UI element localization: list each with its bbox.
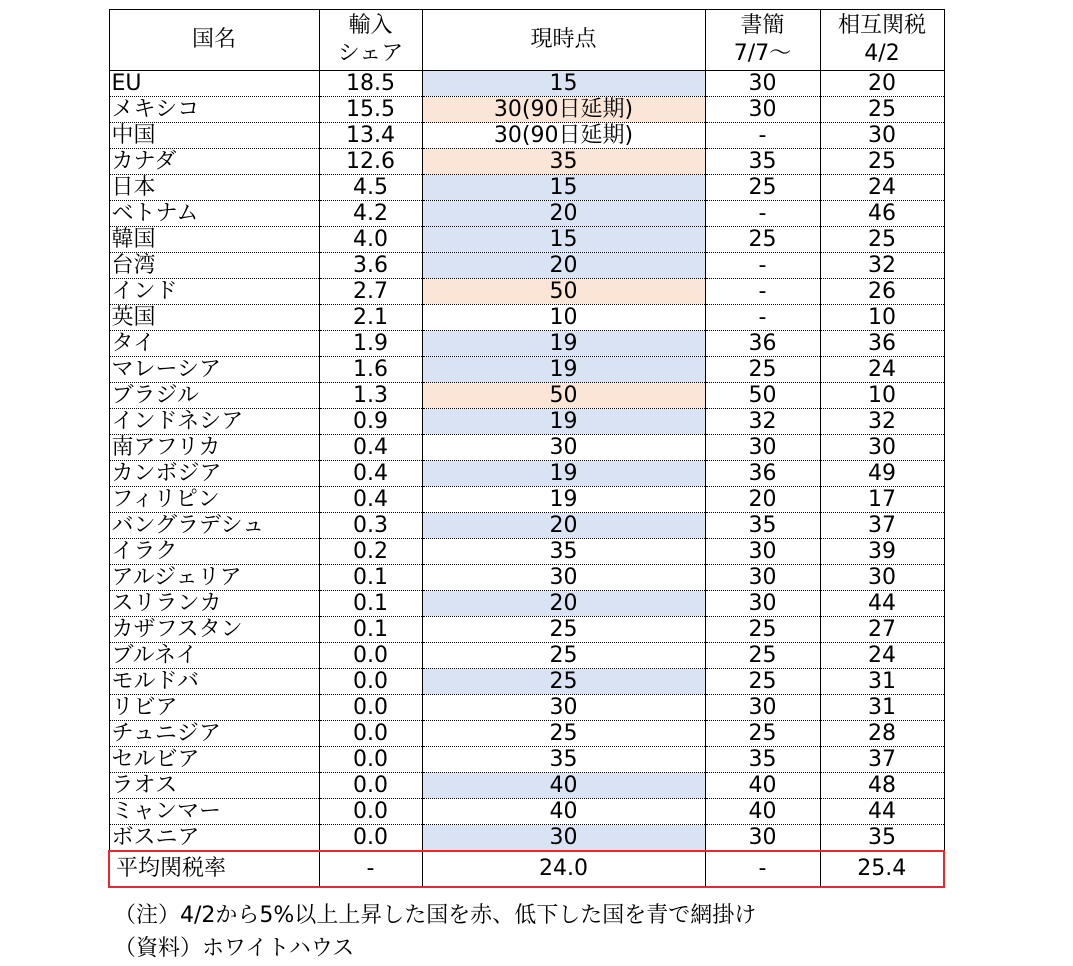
table-row	[109, 643, 944, 669]
cell-country: インド	[109, 279, 319, 305]
header-letter-rate: 書簡 7/7～	[705, 10, 820, 71]
cell-import-share: 0.9	[319, 409, 422, 435]
cell-country: ブルネイ	[109, 643, 319, 669]
cell-current-rate: 25	[422, 669, 705, 695]
cell-country: セルビア	[109, 747, 319, 773]
cell-import-share: 4.2	[319, 201, 422, 227]
cell-import-share: 12.6	[319, 149, 422, 175]
cell-country: ボスニア	[109, 825, 319, 852]
table-row	[109, 175, 944, 201]
table-row	[109, 435, 944, 461]
cell-reciprocal-rate: 26	[820, 279, 944, 305]
table-row	[109, 461, 944, 487]
table-row	[109, 279, 944, 305]
table-row	[109, 747, 944, 773]
cell-import-share: 0.2	[319, 539, 422, 565]
cell-current-rate: 35	[422, 149, 705, 175]
cell-country: 日本	[109, 175, 319, 201]
cell-current-rate: 20	[422, 253, 705, 279]
table-row	[109, 253, 944, 279]
cell-reciprocal-rate: 31	[820, 669, 944, 695]
table-row	[109, 71, 944, 97]
average-letter: -	[705, 851, 820, 887]
cell-reciprocal-rate: 10	[820, 383, 944, 409]
cell-current-rate: 20	[422, 201, 705, 227]
table-row	[109, 513, 944, 539]
cell-letter-rate: -	[705, 253, 820, 279]
cell-country: ラオス	[109, 773, 319, 799]
cell-letter-rate: 25	[705, 721, 820, 747]
cell-import-share: 2.7	[319, 279, 422, 305]
cell-reciprocal-rate: 30	[820, 565, 944, 591]
cell-letter-rate: 30	[705, 695, 820, 721]
cell-import-share: 1.3	[319, 383, 422, 409]
cell-reciprocal-rate: 44	[820, 799, 944, 825]
cell-import-share: 0.0	[319, 773, 422, 799]
cell-country: ブラジル	[109, 383, 319, 409]
cell-import-share: 15.5	[319, 97, 422, 123]
cell-letter-rate: 35	[705, 149, 820, 175]
cell-reciprocal-rate: 30	[820, 123, 944, 149]
cell-reciprocal-rate: 39	[820, 539, 944, 565]
cell-country: カザフスタン	[109, 617, 319, 643]
cell-current-rate: 20	[422, 591, 705, 617]
cell-import-share: 4.0	[319, 227, 422, 253]
cell-import-share: 2.1	[319, 305, 422, 331]
table-row	[109, 123, 944, 149]
cell-current-rate: 25	[422, 643, 705, 669]
table-row	[109, 695, 944, 721]
cell-letter-rate: 25	[705, 357, 820, 383]
cell-country: モルドバ	[109, 669, 319, 695]
cell-import-share: 0.3	[319, 513, 422, 539]
cell-reciprocal-rate: 35	[820, 825, 944, 852]
cell-country: 韓国	[109, 227, 319, 253]
cell-current-rate: 30(90日延期)	[422, 97, 705, 123]
cell-country: カンボジア	[109, 461, 319, 487]
cell-current-rate: 30	[422, 565, 705, 591]
cell-current-rate: 40	[422, 799, 705, 825]
cell-reciprocal-rate: 48	[820, 773, 944, 799]
table-row	[109, 669, 944, 695]
cell-import-share: 0.0	[319, 669, 422, 695]
cell-import-share: 0.1	[319, 565, 422, 591]
table-row	[109, 825, 944, 852]
cell-import-share: 1.6	[319, 357, 422, 383]
cell-import-share: 0.4	[319, 461, 422, 487]
cell-country: メキシコ	[109, 97, 319, 123]
header-row	[109, 10, 944, 71]
cell-current-rate: 10	[422, 305, 705, 331]
cell-reciprocal-rate: 10	[820, 305, 944, 331]
table-row	[109, 305, 944, 331]
cell-import-share: 0.4	[319, 487, 422, 513]
average-share: -	[319, 851, 422, 887]
cell-reciprocal-rate: 36	[820, 331, 944, 357]
table-row	[109, 773, 944, 799]
cell-import-share: 0.0	[319, 799, 422, 825]
cell-reciprocal-rate: 37	[820, 513, 944, 539]
cell-reciprocal-rate: 24	[820, 175, 944, 201]
cell-country: カナダ	[109, 149, 319, 175]
cell-current-rate: 19	[422, 331, 705, 357]
cell-country: 英国	[109, 305, 319, 331]
cell-current-rate: 40	[422, 773, 705, 799]
cell-import-share: 0.0	[319, 721, 422, 747]
average-label: 平均関税率	[109, 851, 319, 887]
average-current: 24.0	[422, 851, 705, 887]
cell-import-share: 0.0	[319, 747, 422, 773]
cell-letter-rate: 35	[705, 747, 820, 773]
cell-country: スリランカ	[109, 591, 319, 617]
header-import-share: 輸入 シェア	[319, 10, 422, 71]
cell-import-share: 0.1	[319, 617, 422, 643]
cell-letter-rate: 30	[705, 825, 820, 852]
cell-country: リビア	[109, 695, 319, 721]
cell-letter-rate: 30	[705, 539, 820, 565]
cell-letter-rate: 35	[705, 513, 820, 539]
cell-letter-rate: 50	[705, 383, 820, 409]
cell-current-rate: 20	[422, 513, 705, 539]
cell-reciprocal-rate: 32	[820, 253, 944, 279]
cell-letter-rate: -	[705, 305, 820, 331]
table-row	[109, 799, 944, 825]
table-row	[109, 357, 944, 383]
cell-letter-rate: 40	[705, 773, 820, 799]
cell-current-rate: 25	[422, 617, 705, 643]
cell-letter-rate: -	[705, 123, 820, 149]
cell-country: フィリピン	[109, 487, 319, 513]
cell-current-rate: 15	[422, 175, 705, 201]
cell-reciprocal-rate: 25	[820, 97, 944, 123]
cell-current-rate: 50	[422, 383, 705, 409]
cell-import-share: 0.0	[319, 825, 422, 852]
cell-current-rate: 15	[422, 227, 705, 253]
cell-current-rate: 30	[422, 435, 705, 461]
cell-reciprocal-rate: 27	[820, 617, 944, 643]
cell-letter-rate: 25	[705, 175, 820, 201]
cell-reciprocal-rate: 44	[820, 591, 944, 617]
cell-current-rate: 50	[422, 279, 705, 305]
table-row	[109, 383, 944, 409]
cell-current-rate: 19	[422, 487, 705, 513]
cell-letter-rate: 36	[705, 461, 820, 487]
cell-letter-rate: 30	[705, 565, 820, 591]
cell-country: マレーシア	[109, 357, 319, 383]
average-row	[109, 851, 944, 887]
cell-country: 台湾	[109, 253, 319, 279]
table-row	[109, 487, 944, 513]
cell-import-share: 18.5	[319, 71, 422, 97]
cell-reciprocal-rate: 17	[820, 487, 944, 513]
cell-reciprocal-rate: 25	[820, 149, 944, 175]
cell-country: アルジェリア	[109, 565, 319, 591]
cell-country: バングラデシュ	[109, 513, 319, 539]
table-row	[109, 331, 944, 357]
table-row	[109, 721, 944, 747]
cell-import-share: 13.4	[319, 123, 422, 149]
cell-current-rate: 19	[422, 357, 705, 383]
cell-current-rate: 15	[422, 71, 705, 97]
cell-letter-rate: 30	[705, 435, 820, 461]
cell-import-share: 0.0	[319, 695, 422, 721]
table-row	[109, 409, 944, 435]
cell-letter-rate: 25	[705, 617, 820, 643]
table-row	[109, 227, 944, 253]
footnote: （注）4/2から5%以上上昇した国を赤、低下した国を青で網掛け	[114, 903, 757, 928]
cell-letter-rate: 25	[705, 227, 820, 253]
cell-letter-rate: 25	[705, 643, 820, 669]
cell-current-rate: 30	[422, 695, 705, 721]
cell-reciprocal-rate: 28	[820, 721, 944, 747]
cell-reciprocal-rate: 24	[820, 643, 944, 669]
cell-current-rate: 19	[422, 409, 705, 435]
cell-country: ミャンマー	[109, 799, 319, 825]
cell-country: チュニジア	[109, 721, 319, 747]
average-reciprocal: 25.4	[820, 851, 944, 887]
cell-import-share: 1.9	[319, 331, 422, 357]
source-note: （資料）ホワイトハウス	[114, 936, 355, 961]
header-current-rate: 現時点	[422, 10, 705, 71]
cell-import-share: 3.6	[319, 253, 422, 279]
cell-import-share: 0.4	[319, 435, 422, 461]
cell-letter-rate: 36	[705, 331, 820, 357]
cell-letter-rate: 20	[705, 487, 820, 513]
cell-letter-rate: 30	[705, 591, 820, 617]
table-row	[109, 97, 944, 123]
cell-reciprocal-rate: 32	[820, 409, 944, 435]
cell-current-rate: 19	[422, 461, 705, 487]
table-row	[109, 149, 944, 175]
cell-country: 中国	[109, 123, 319, 149]
cell-reciprocal-rate: 30	[820, 435, 944, 461]
table-row	[109, 539, 944, 565]
cell-reciprocal-rate: 25	[820, 227, 944, 253]
cell-letter-rate: 32	[705, 409, 820, 435]
cell-letter-rate: 30	[705, 71, 820, 97]
cell-country: インドネシア	[109, 409, 319, 435]
header-country: 国名	[109, 10, 319, 71]
cell-letter-rate: 25	[705, 669, 820, 695]
cell-country: EU	[109, 71, 319, 97]
cell-current-rate: 35	[422, 539, 705, 565]
header-reciprocal-rate: 相互関税 4/2	[820, 10, 944, 71]
cell-letter-rate: -	[705, 201, 820, 227]
tariff-table	[108, 9, 945, 888]
table-body	[109, 71, 944, 852]
cell-letter-rate: 40	[705, 799, 820, 825]
table-row	[109, 201, 944, 227]
cell-reciprocal-rate: 46	[820, 201, 944, 227]
cell-reciprocal-rate: 37	[820, 747, 944, 773]
table-row	[109, 565, 944, 591]
cell-reciprocal-rate: 24	[820, 357, 944, 383]
cell-letter-rate: 30	[705, 97, 820, 123]
cell-country: 南アフリカ	[109, 435, 319, 461]
cell-current-rate: 30	[422, 825, 705, 852]
cell-country: ベトナム	[109, 201, 319, 227]
cell-import-share: 0.0	[319, 643, 422, 669]
cell-reciprocal-rate: 49	[820, 461, 944, 487]
cell-current-rate: 25	[422, 721, 705, 747]
cell-letter-rate: -	[705, 279, 820, 305]
cell-reciprocal-rate: 31	[820, 695, 944, 721]
cell-country: タイ	[109, 331, 319, 357]
cell-current-rate: 35	[422, 747, 705, 773]
cell-current-rate: 30(90日延期)	[422, 123, 705, 149]
cell-reciprocal-rate: 20	[820, 71, 944, 97]
cell-import-share: 4.5	[319, 175, 422, 201]
cell-country: イラク	[109, 539, 319, 565]
cell-import-share: 0.1	[319, 591, 422, 617]
table-row	[109, 591, 944, 617]
table-row	[109, 617, 944, 643]
